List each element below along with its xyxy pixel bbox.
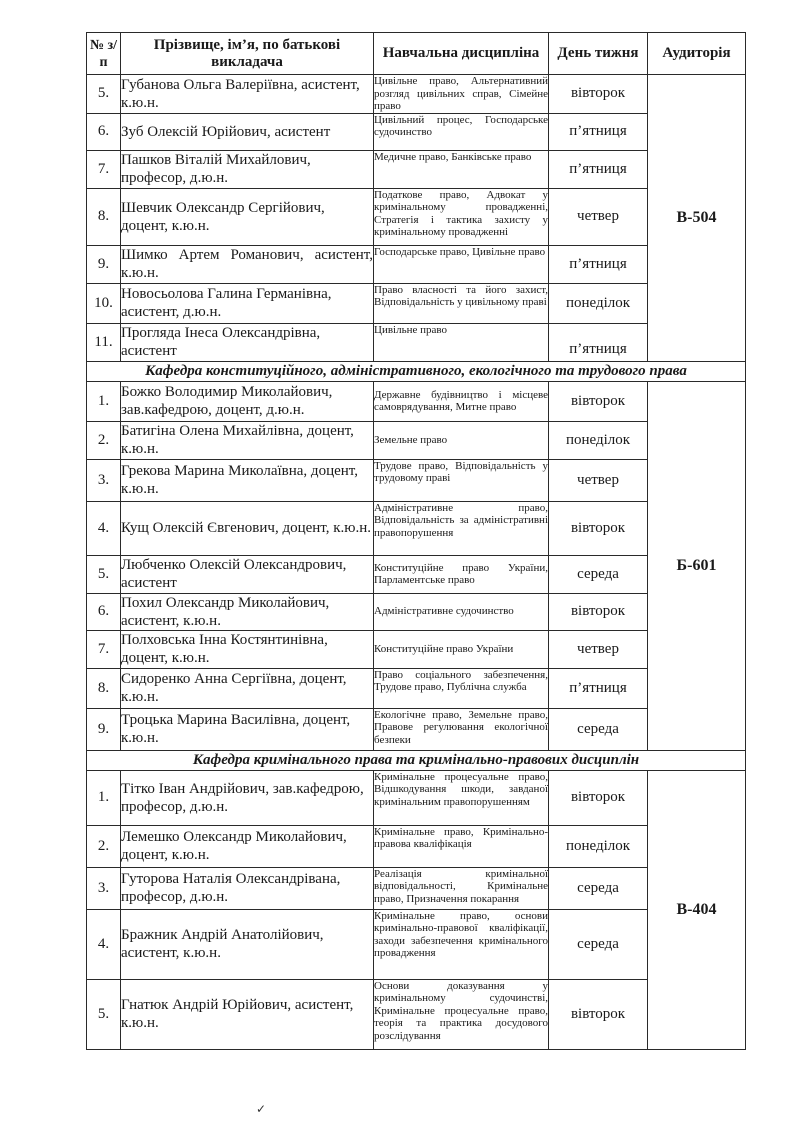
room-cell: В-404 <box>648 770 746 1049</box>
weekday-cell: вівторок <box>549 381 648 421</box>
teacher-name: Тітко Іван Андрійович, зав.кафедрою, професор, д.ю.н. <box>121 770 374 825</box>
subject-cell: Конституційне право України <box>374 630 549 668</box>
weekday-cell: понеділок <box>549 421 648 459</box>
teacher-name: Шимко Артем Романович, асистент, к.ю.н. <box>121 247 373 281</box>
department-title: Кафедра конституційного, адміністративного, екологічного та трудового права <box>87 361 746 381</box>
weekday-cell: середа <box>549 909 648 979</box>
row-num: 5. <box>87 75 121 114</box>
subject-cell: Цивільне право, Альтернативний розгляд цивільних справ, Сімейне право <box>374 75 548 112</box>
subject-cell: Цивільне право <box>374 323 549 361</box>
subject-cell: Основи доказування у кримінальному судочинстві, Кримінальне процесуальне право, теорія та практика досудового розслідування <box>374 979 549 1049</box>
schedule-sheet <box>86 32 745 1050</box>
table-row <box>87 421 746 459</box>
table-row <box>87 283 746 323</box>
header-row <box>87 33 746 75</box>
row-num: 3. <box>87 867 121 909</box>
row-num: 6. <box>87 113 121 150</box>
header-name: Прізвище, ім’я, по батькові викладача <box>121 33 374 75</box>
table-row <box>87 979 746 1049</box>
subject-cell: Податкове право, Адвокат у кримінальному провадженні, Стратегія і тактика захисту у кримінальному провадженні <box>374 188 549 245</box>
subject-cell: Адміністративне право, Відповідальність за адміністративні правопорушення <box>374 501 549 555</box>
row-num: 5. <box>87 555 121 593</box>
table-row <box>87 113 746 150</box>
table-row <box>87 555 746 593</box>
teacher-name: Божко Володимир Миколайович, зав.кафедрою, доцент, д.ю.н. <box>121 381 374 421</box>
subject-cell: Кримінальне право, основи кримінально-правової кваліфікації, заходи забезпечення кримінального провадження <box>374 909 549 979</box>
table-row <box>87 245 746 283</box>
teacher-name: Батигіна Олена Михайлівна, доцент, к.ю.н. <box>121 421 374 459</box>
table-row <box>87 150 746 188</box>
department-title: Кафедра кримінального права та кримінально-правових дисциплін <box>87 750 746 770</box>
header-num: № з/п <box>87 33 121 75</box>
table-row <box>87 459 746 501</box>
teacher-name: Похил Олександр Миколайович, асистент, к.ю.н. <box>121 593 374 630</box>
subject-cell: Право власності та його захист, Відповідальність у цивільному праві <box>374 283 549 323</box>
subject-cell: Конституційне право України, Парламентське право <box>374 555 549 593</box>
schedule-table <box>86 32 746 1050</box>
table-row <box>87 668 746 708</box>
subject-cell: Цивільний процес, Господарське судочинство <box>374 113 549 150</box>
teacher-name: Губанова Ольга Валеріївна, асистент, к.ю.н. <box>121 75 374 114</box>
table-row <box>87 188 746 245</box>
subject-cell: Медичне право, Банківське право <box>374 150 549 188</box>
teacher-name: Кущ Олексій Євгенович, доцент, к.ю.н. <box>121 501 374 555</box>
table-row <box>87 770 746 825</box>
weekday-cell: вівторок <box>549 593 648 630</box>
table-row <box>87 825 746 867</box>
teacher-name: Гнатюк Андрій Юрійович, асистент, к.ю.н. <box>121 979 374 1049</box>
row-num: 7. <box>87 150 121 188</box>
teacher-name: Лемешко Олександр Миколайович, доцент, к.ю.н. <box>121 825 374 867</box>
header-subject: Навчальна дисципліна <box>374 33 549 75</box>
weekday-cell: вівторок <box>549 75 648 114</box>
teacher-name: Грекова Марина Миколаївна, доцент, к.ю.н. <box>121 459 374 501</box>
weekday-cell: понеділок <box>549 283 648 323</box>
row-num: 2. <box>87 421 121 459</box>
teacher-name: Полховська Інна Костянтинівна, доцент, к.ю.н. <box>121 630 374 668</box>
weekday-cell: четвер <box>549 630 648 668</box>
teacher-name: Сидоренко Анна Сергіївна, доцент, к.ю.н. <box>121 668 374 708</box>
weekday-cell: вівторок <box>549 501 648 555</box>
weekday-cell: четвер <box>549 188 648 245</box>
row-num: 3. <box>87 459 121 501</box>
subject-cell: Державне будівництво і місцеве самоврядування, Митне право <box>374 381 549 421</box>
teacher-name: Новосьолова Галина Германівна, асистент, д.ю.н. <box>121 283 374 323</box>
header-day: День тижня <box>549 33 648 75</box>
row-num: 2. <box>87 825 121 867</box>
weekday-cell: четвер <box>549 459 648 501</box>
weekday-cell: понеділок <box>549 825 648 867</box>
subject-cell: Господарське право, Цивільне право <box>374 245 549 283</box>
weekday-cell: вівторок <box>549 979 648 1049</box>
subject-cell: Адміністративне судочинство <box>374 593 549 630</box>
subject-cell: Реалізація кримінальної відповідальності, Кримінальне право, Призначення покарання <box>374 867 549 909</box>
teacher-name: Шевчик Олександр Сергійович, доцент, к.ю.н. <box>121 188 374 245</box>
teacher-name: Троцька Марина Василівна, доцент, к.ю.н. <box>121 708 374 750</box>
row-num: 6. <box>87 593 121 630</box>
table-row <box>87 708 746 750</box>
weekday-cell: п’ятниця <box>549 150 648 188</box>
row-num: 1. <box>87 770 121 825</box>
row-num: 4. <box>87 501 121 555</box>
department-row <box>87 750 746 770</box>
room-cell: В-504 <box>648 75 746 362</box>
room-cell: Б-601 <box>648 381 746 750</box>
weekday-cell: п’ятниця <box>549 245 648 283</box>
row-num: 1. <box>87 381 121 421</box>
row-num: 9. <box>87 245 121 283</box>
table-row <box>87 381 746 421</box>
subject-cell: Кримінальне право, Кримінально-правова кваліфікація <box>374 825 549 867</box>
weekday-cell: п’ятниця <box>549 113 648 150</box>
row-num: 10. <box>87 283 121 323</box>
teacher-name: Гуторова Наталія Олександрівана, професор, д.ю.н. <box>121 867 374 909</box>
table-row <box>87 867 746 909</box>
row-num: 4. <box>87 909 121 979</box>
row-num: 8. <box>87 188 121 245</box>
department-row <box>87 361 746 381</box>
table-row <box>87 501 746 555</box>
weekday-cell: середа <box>549 555 648 593</box>
table-row <box>87 75 746 114</box>
weekday-cell: середа <box>549 708 648 750</box>
weekday-cell: середа <box>549 867 648 909</box>
subject-cell: Екологічне право, Земельне право, Правове регулювання екологічної безпеки <box>374 708 549 750</box>
teacher-name: Бражник Андрій Анатолійович, асистент, к.ю.н. <box>121 909 374 979</box>
subject-cell: Кримінальне процесуальне право, Відшкодування шкоди, завданої кримінальним правопорушенням <box>374 770 549 825</box>
weekday-cell: п’ятниця <box>549 323 648 361</box>
weekday-cell: вівторок <box>549 770 648 825</box>
row-num: 7. <box>87 630 121 668</box>
table-row <box>87 593 746 630</box>
scan-mark: ✓ <box>256 1102 267 1116</box>
teacher-name: Зуб Олексій Юрійович, асистент <box>121 113 374 150</box>
row-num: 11. <box>87 323 121 361</box>
subject-cell: Земельне право <box>374 421 549 459</box>
table-row <box>87 909 746 979</box>
teacher-name: Прогляда Інеса Олександрівна, асистент <box>121 323 374 361</box>
header-room: Аудиторія <box>648 33 746 75</box>
teacher-name: Пашков Віталій Михайлович, професор, д.ю.н. <box>121 150 374 188</box>
weekday-cell: п’ятниця <box>549 668 648 708</box>
table-row <box>87 323 746 361</box>
row-num: 9. <box>87 708 121 750</box>
table-row <box>87 630 746 668</box>
subject-cell: Трудове право, Відповідальність у трудовому праві <box>374 459 549 501</box>
subject-cell: Право соціального забезпечення, Трудове право, Публічна служба <box>374 668 549 708</box>
row-num: 8. <box>87 668 121 708</box>
row-num: 5. <box>87 979 121 1049</box>
teacher-name: Любченко Олексій Олександрович, асистент <box>121 555 374 593</box>
